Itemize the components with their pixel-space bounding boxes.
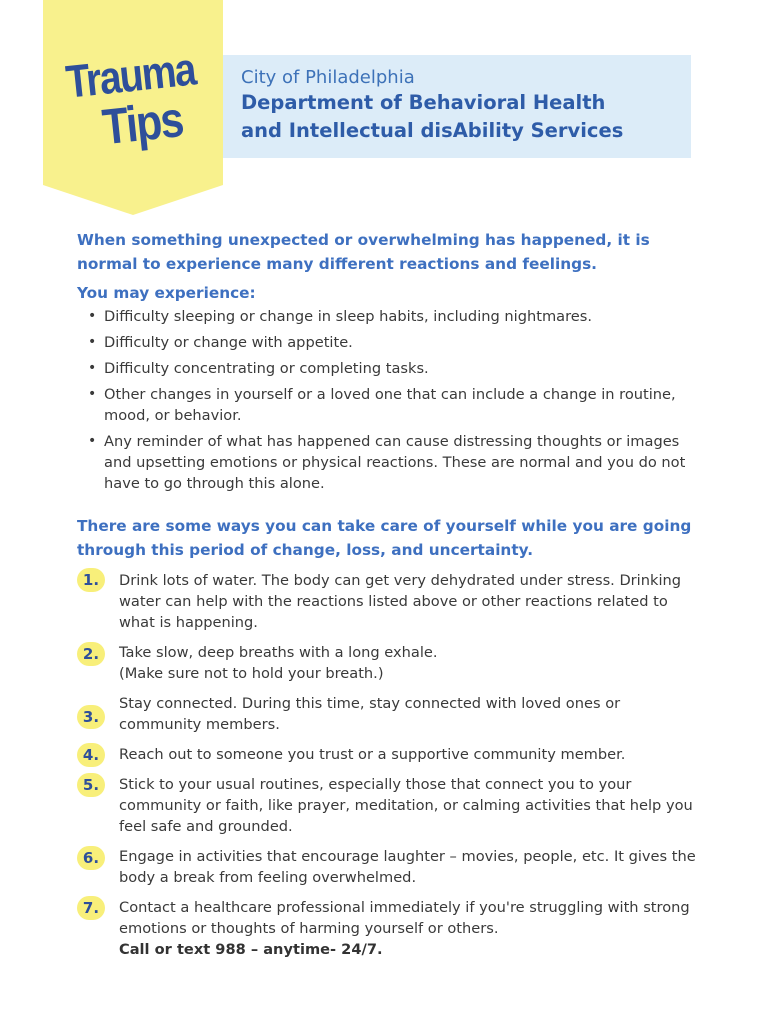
- bullet-icon: •: [88, 433, 97, 449]
- list-item: [77, 306, 697, 327]
- self-care-heading: There are some ways you can take care of yourself while you are going through this period of change, loss, and uncertainty.: [77, 517, 692, 559]
- step-number-badge: 6.: [77, 846, 105, 870]
- bullet-icon: •: [88, 334, 97, 350]
- list-item-text: Any reminder of what has happened can cause distressing thoughts or images and upsetting emotions or physical reactions. These are normal and you do not have to go through this alone.: [104, 433, 686, 492]
- intro-lead: When something unexpected or overwhelming has happened, it is normal to experience many different reactions and feelings.: [77, 231, 650, 273]
- step-text: Engage in activities that encourage laughter – movies, people, etc. It gives the body a break from feeling overwhelmed.: [119, 848, 696, 886]
- step-text: Reach out to someone you trust or a supportive community member.: [119, 746, 626, 763]
- crisis-line-callout: Call or text 988 – anytime- 24/7.: [119, 941, 383, 958]
- step-item: [77, 774, 697, 837]
- step-item: [77, 570, 697, 633]
- step-item: [77, 897, 697, 960]
- experience-list: [77, 306, 697, 494]
- list-item-text: Difficulty sleeping or change in sleep habits, including nightmares.: [104, 308, 592, 325]
- step-text-note: (Make sure not to hold your breath.): [119, 665, 384, 682]
- list-item: [77, 384, 697, 426]
- list-item-text: Difficulty concentrating or completing tasks.: [104, 360, 429, 377]
- step-item: [77, 642, 697, 684]
- list-item-text: Other changes in yourself or a loved one that can include a change in routine, mood, or behavior.: [104, 386, 676, 424]
- banner-title: [38, 43, 227, 159]
- step-text: Stick to your usual routines, especially those that connect you to your community or faith, like prayer, meditation, or calming activities that help you feel safe and grounded.: [119, 776, 693, 835]
- step-number-badge: 3.: [77, 705, 105, 729]
- department-name-line2: and Intellectual disAbility Services: [241, 119, 624, 142]
- bullet-icon: •: [88, 360, 97, 376]
- list-item: [77, 358, 697, 379]
- step-number-badge: 7.: [77, 896, 105, 920]
- department-header: [223, 55, 691, 158]
- main-content: [77, 228, 697, 969]
- step-text: Contact a healthcare professional immediately if you're struggling with strong emotions or thoughts of harming yourself or others.: [119, 899, 690, 937]
- list-item: [77, 332, 697, 353]
- list-item: [77, 431, 697, 494]
- banner-title-line1: Trauma: [63, 42, 198, 108]
- step-item: [77, 744, 697, 765]
- trauma-tips-banner: [43, 0, 223, 215]
- step-text: Stay connected. During this time, stay connected with loved ones or community members.: [119, 695, 621, 733]
- self-care-steps: [77, 570, 697, 960]
- step-number-badge: 1.: [77, 568, 105, 592]
- experience-subhead: You may experience:: [77, 284, 256, 302]
- department-name-line1: Department of Behavioral Health: [241, 91, 606, 114]
- step-number-badge: 5.: [77, 773, 105, 797]
- list-item-text: Difficulty or change with appetite.: [104, 334, 353, 351]
- bullet-icon: •: [88, 308, 97, 324]
- step-number-badge: 2.: [77, 642, 105, 666]
- step-text: Drink lots of water. The body can get very dehydrated under stress. Drinking water can help with the reactions listed above or other reactions related to what is happening.: [119, 572, 682, 631]
- step-number-badge: 4.: [77, 743, 105, 767]
- city-name: City of Philadelphia: [241, 67, 415, 88]
- step-item: [77, 693, 697, 735]
- step-item: [77, 846, 697, 888]
- banner-title-line2: Tips: [99, 91, 185, 156]
- step-text: Take slow, deep breaths with a long exhale.: [119, 644, 438, 661]
- bullet-icon: •: [88, 386, 97, 402]
